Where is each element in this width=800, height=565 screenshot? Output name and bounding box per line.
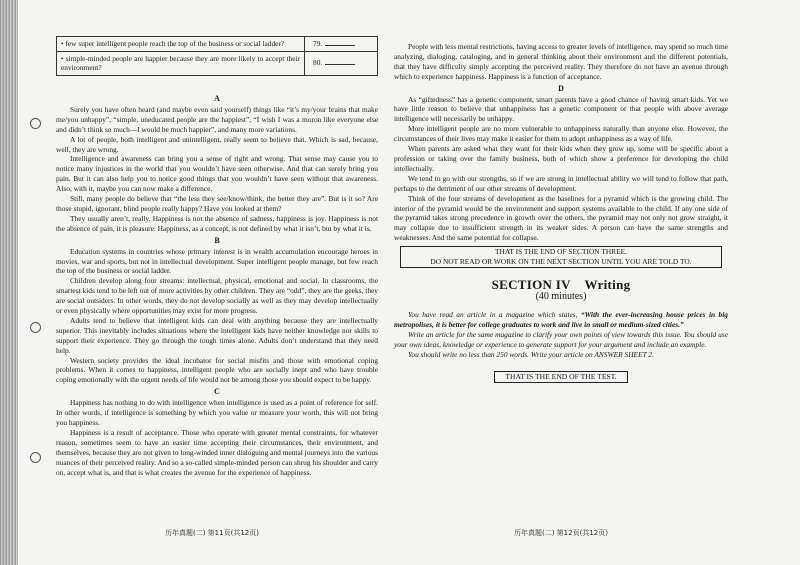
paragraph: Children develop along four streams: intellectual, physical, emotional and social. In classrooms, the smartest kids tend to be left out of more activities by other children. They are “odd”, they are the geeks, they are social outsiders. In other words, they do not develop socially as well as they may develop intellectually or even physically where opportunities may exist for more progress. xyxy=(56,276,378,316)
paragraph: Adults tend to believe that intelligent kids can deal with anything because they are intellectually superior. This inevitably includes situations where the intelligent kids have neither knowledge nor skills to support their experience. They go through the tough times alone. Adults don’t understand that they need help. xyxy=(56,315,378,355)
section-heading-b: B xyxy=(214,235,220,245)
paragraph: Western society provides the ideal incubator for social misfits and those with emotional coping problems. When it comes to happiness, intelligent people who are socially inept and who have trouble coping emotionally with the urgent needs of life would not be among those you should expect to be happy. xyxy=(56,355,378,385)
section-minutes: (40 minutes) xyxy=(535,291,587,303)
question-text: • simple-minded people are happier because they are more likely to accept their environment? xyxy=(57,51,305,75)
table-row xyxy=(57,51,378,75)
paragraph: Surely you have often heard (and maybe even said yourself) things like “it’s my/your brains that make me/you unhappy”, “simple, uneducated people are the happiest”, “I wish I was a moron like everyone else and didn’t think so much—I would be much happier”, and many more variations. xyxy=(56,104,378,134)
paragraph: When parents are asked what they want for their kids when they grow up, some will be specific about a profession or taking over the family business, both of which show a preference for developing the child intellectually. xyxy=(394,144,728,173)
binding-hole xyxy=(30,118,41,129)
prompt-intro: You have read an article in a magazine which states, xyxy=(408,309,581,319)
paragraph: Happiness has nothing to do with intelligence when intelligence is used as a point of reference for self. In other words, if intelligence is something by which you value or measure your worth, this will not bring you happiness. xyxy=(56,398,378,427)
question-table xyxy=(56,36,378,76)
paragraph: Education systems in countries whose primary interest is in wealth accumulation encourage heroes in movies, war and sports, but not in intellectual development. Super intelligent people manage, but few reach the top of the business or social ladder. xyxy=(56,246,378,276)
prompt-quote: “With the ever-increasing house prices in big metropolises, it is better for college graduates to work and live in small or medium-sized cities.” xyxy=(394,309,728,329)
binding-hole xyxy=(30,322,41,333)
question-number: 80. xyxy=(313,58,323,68)
binding-hole xyxy=(30,452,41,463)
section-heading-a: A xyxy=(214,94,220,103)
page-footer-right: 历年真题(二) 第12页(共12页) xyxy=(514,529,608,537)
paragraph: More intelligent people are no more vulnerable to unhappiness naturally than anyone else. However, the circumstances of their lives may make it easier for them to adopt unhappiness as a way of life. xyxy=(394,124,728,144)
paragraph: Think of the four streams of development as the baselines for a pyramid which is the growing child. The interior of the pyramid would be the environment and support systems available to the child. If any one side of the pyramid takes strong precedence in growth over the others, the pyramid may not only not grow straight, it may collapse due to insufficient strength in its weaker sides. A person can have the same strengths and weaknesses. And the same potential for collapse. xyxy=(394,193,728,243)
word-count-instructions: You should write no less than 250 words. Write your article on ANSWER SHEET 2. xyxy=(408,349,654,359)
section-title: SECTION IV Writing xyxy=(491,277,631,293)
answer-cell[interactable] xyxy=(305,37,378,52)
paragraph: They usually aren’t, really. Happiness is not the absence of sadness, happiness is joy. Happiness is not the absence of pain, it is pleasure. Happiness, as a concept, is not defined by what it isn’t, but by what it is. xyxy=(56,213,378,233)
paragraph: People with less mental restrictions, having access to greater levels of intelligence, may spend so much time analyzing, dialoging, cataloging, and in general thinking about their environment and the different potentials, that they have difficulty simply accepting the perceived reality. They therefore do not have an avenue through which to experience happiness. Happiness is a function of acceptance. xyxy=(394,42,728,81)
question-number: 79. xyxy=(313,39,323,48)
table-row xyxy=(57,37,378,52)
answer-cell[interactable] xyxy=(305,51,378,75)
paragraph: Still, many people do believe that “the less they see/know/think, the better they are”. But is it so? Are those stupid, ignorant, blind people really happy? Have you looked at them? xyxy=(56,194,378,213)
paragraph: A lot of people, both intelligent and unintelligent, really seem to believe that. Which is sad, because, well, they are wrong. xyxy=(56,134,378,154)
right-page xyxy=(394,42,728,383)
answer-blank[interactable] xyxy=(325,64,355,65)
section-heading-c: C xyxy=(214,387,220,397)
writing-instructions: Write an article for the same magazine to clarify your own points of view towards this issue. You should use your own ideas, knowledge or experience to generate support for your argument and include an example. xyxy=(394,329,728,349)
paragraph: Happiness is a result of acceptance. Those who operate with greater mental constraints, for whatever reason, sometimes seem to have an easier time accepting their circumstances, their environment, and themselves, because they are not given to long-winded inner dialoguing and mental journeys into the various nuances of their perceived reality. And so a so-called simple-minded person can shrug his shoulder and carry on, accept what is, and that is what creates the avenue for the experience of happiness. xyxy=(56,427,378,477)
left-page xyxy=(56,39,378,477)
answer-blank[interactable] xyxy=(325,45,355,46)
paragraph: Intelligence and awareness can bring you a sense of right and wrong. That sense may cause you to notice many injustices in the world that you wouldn’t have seen otherwise. And that can surely bring you pain. But it can also help you to notice good things that you wouldn’t have seen without that awareness. Also, with it, maybe you can now make a difference. xyxy=(56,154,378,194)
scan-edge xyxy=(0,0,18,565)
page-footer-left: 历年真题(二) 第11页(共12页) xyxy=(165,529,259,537)
end-section-line: THAT IS THE END OF SECTION THREE. xyxy=(494,247,627,257)
question-text: • few super intelligent people reach the top of the business or social ladder? xyxy=(57,37,305,52)
end-test-notice: THAT IS THE END OF THE TEST. xyxy=(494,371,628,383)
section-heading-d: D xyxy=(558,83,564,93)
end-section-line: DO NOT READ OR WORK ON THE NEXT SECTION UNTIL YOU ARE TOLD TO. xyxy=(430,257,692,267)
writing-prompt xyxy=(394,310,728,330)
end-section-notice xyxy=(400,246,722,268)
paragraph: We tend to go with our strengths, so if we are strong in intellectual ability we will tend to follow that path, perhaps to the detriment of our other streams of development. xyxy=(394,173,728,193)
paragraph: As “giftedness” has a genetic component, smart parents have a good chance of having smart kids. Yet we have little reason to believe that unhappiness has a genetic component or that people with above average intelligence will necessarily be unhappy. xyxy=(394,94,728,124)
